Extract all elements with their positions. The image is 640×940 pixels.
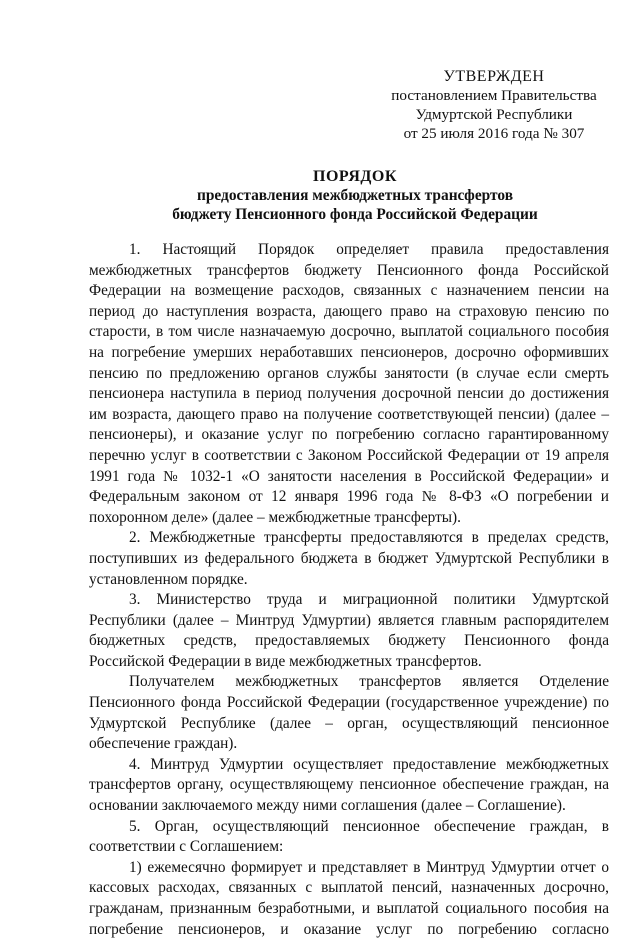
approval-line-3: от 25 июля 2016 года № 307 bbox=[403, 125, 585, 142]
approval-line-2: Удмуртской Республики bbox=[415, 106, 573, 123]
paragraph-3: 3. Министерство труда и миграционной политики Удмуртской Республики (далее – Минтруд Удмуртии) является главным распорядителем бюджетных средств, предоставляемых бюджету Пенсионного фонда Российской Федерации в виде межбюджетных трансфертов. bbox=[89, 591, 609, 670]
paragraph-1: 1. Настоящий Порядок определяет правила предоставления межбюджетных трансфертов бюджету Пенсионного фонда Российской Федерации на возмещение расходов, связанных с назначением пенсии на период до наступления возраста, дающего право на страховую пенсию по старости, в том числе назначаемую досрочно, выплатой социального пособия на погребение умерших неработавших пенсионеров, досрочно оформивших пенсию по предложению органов службы занятости (в случае если смерть пенсионера наступила в период получения досрочной пенсии до достижения им возраста, дающего право на получение соответствующей пенсии) (далее – пенсионеры), и оказание услуг по погребению согласно гарантированному перечню услуг в соответствии с Законом Российской Федерации от 19 апреля 1991 года № 1032-1 «О занятости населения в Российской Федерации» и Федеральным законом от 12 января 1996 года № 8-ФЗ «О погребении и похоронном деле» (далее – межбюджетные трансферты). bbox=[89, 241, 609, 526]
approval-line-1: постановлением Правительства bbox=[391, 87, 597, 104]
document-subtitle-line-1: предоставления межбюджетных трансфертов bbox=[196, 187, 514, 204]
paragraph-2: 2. Межбюджетные трансферты предоставляются в пределах средств, поступивших из федерального бюджета в бюджет Удмуртской Республики в установленном порядке. bbox=[89, 529, 609, 588]
paragraph-5: 5. Орган, осуществляющий пенсионное обеспечение граждан, в соответствии с Соглашением: bbox=[89, 817, 609, 856]
document-title: ПОРЯДОК bbox=[313, 168, 397, 185]
paragraph-3-recipient: Получателем межбюджетных трансфертов является Отделение Пенсионного фонда Российской Федерации (государственное учреждение) по Удмуртской Республике (далее – орган, осуществляющий пенсионное обеспечение граждан). bbox=[89, 673, 609, 753]
document-body bbox=[89, 240, 609, 940]
paragraph-5-item-1: 1) ежемесячно формирует и представляет в Минтруд Удмуртии отчет о кассовых расходах, связанных с выплатой пенсий, назначенных досрочно, гражданам, признанным безработными, и выплатой социального пособия на погребение пенсионеров, и оказание услуг по погребению согласно bbox=[89, 858, 609, 938]
document-subtitle-line-2: бюджету Пенсионного фонда Российской Федерации bbox=[172, 206, 538, 223]
paragraph-4: 4. Минтруд Удмуртии осуществляет предоставление межбюджетных трансфертов органу, осуществляющему пенсионное обеспечение граждан, на основании заключаемого между ними соглашения (далее – Соглашение). bbox=[89, 755, 609, 815]
approval-stamp-block bbox=[384, 67, 604, 143]
approval-heading: УТВЕРЖДЕН bbox=[443, 68, 545, 85]
document-title-block bbox=[120, 167, 590, 224]
